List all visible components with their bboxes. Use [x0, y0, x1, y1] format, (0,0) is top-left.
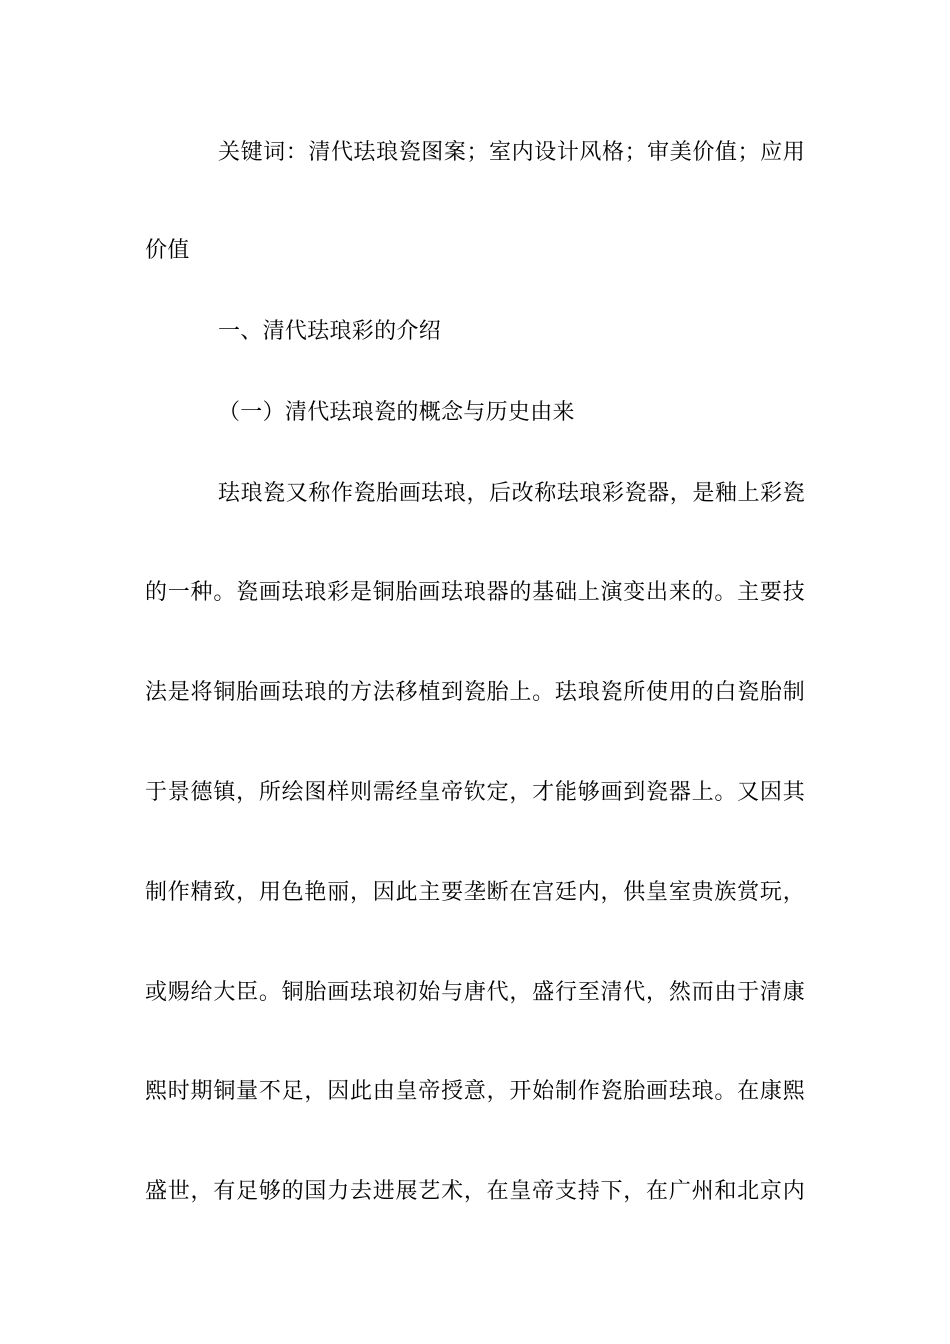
paragraph-line: 或赐给大臣。铜胎画珐琅初始与唐代，盛行至清代，然而由于清康 [145, 980, 805, 1005]
paragraph-line: 于景德镇，所绘图样则需经皇帝钦定，才能够画到瓷器上。又因其 [145, 780, 805, 805]
section-heading: 一、清代珐琅彩的介绍 [218, 319, 442, 344]
keywords-line-2: 价值 [145, 238, 190, 263]
paragraph-line: 的一种。瓷画珐琅彩是铜胎画珐琅器的基础上演变出来的。主要技 [145, 580, 805, 605]
paragraph-line: 熙时期铜量不足，因此由皇帝授意，开始制作瓷胎画珐琅。在康熙 [145, 1079, 805, 1104]
paragraph-line: 法是将铜胎画珐琅的方法移植到瓷胎上。珐琅瓷所使用的白瓷胎制 [145, 680, 805, 705]
section-subheading: （一）清代珐琅瓷的概念与历史由来 [218, 400, 575, 425]
paragraph-line: 制作精致，用色艳丽，因此主要垄断在宫廷内，供皇室贵族赏玩， [145, 880, 805, 905]
paragraph-line: 珐琅瓷又称作瓷胎画珐琅，后改称珐琅彩瓷器，是釉上彩瓷 [218, 481, 805, 506]
paragraph-line: 盛世，有足够的国力去进展艺术，在皇帝支持下，在广州和北京内 [145, 1179, 805, 1204]
keywords-line-1: 关键词：清代珐琅瓷图案；室内设计风格；审美价值；应用 [218, 140, 805, 165]
